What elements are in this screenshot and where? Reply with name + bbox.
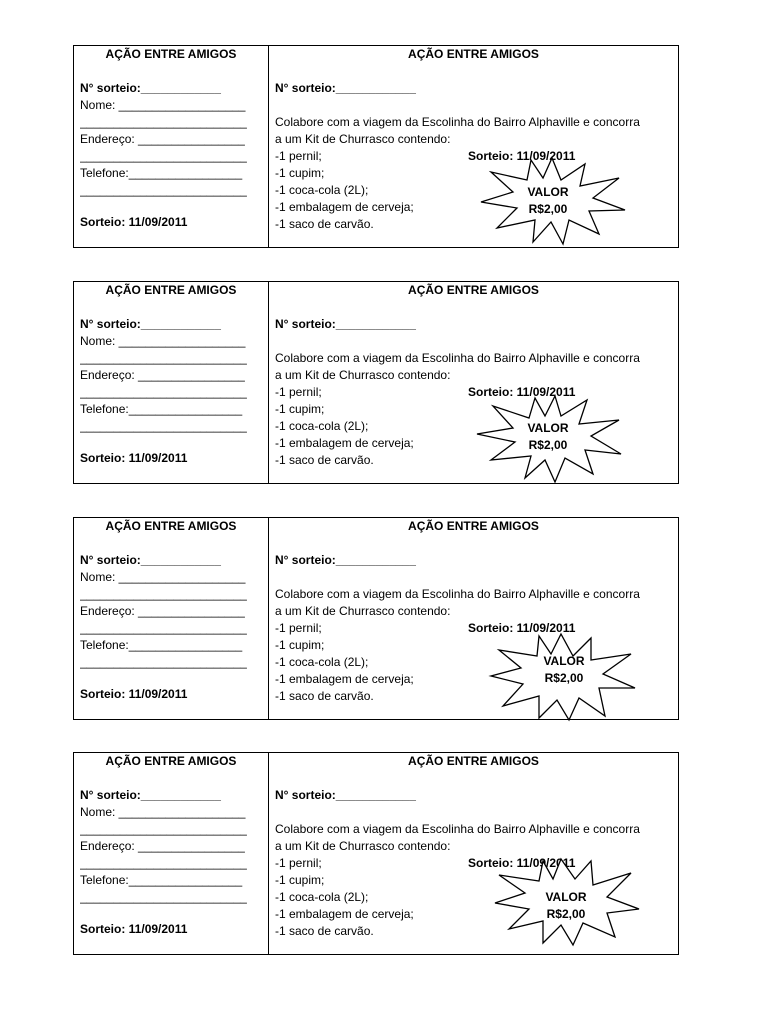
- name-field-continuation: _________________________: [80, 587, 247, 601]
- value-label: VALOR: [543, 654, 585, 668]
- phone-field: Telefone:_________________: [80, 873, 243, 887]
- address-field: Endereço: ________________: [80, 132, 245, 146]
- name-field-continuation: _________________________: [80, 351, 247, 365]
- stub-number-field: N° sorteio:____________: [80, 81, 221, 95]
- address-field-continuation: _________________________: [80, 149, 247, 163]
- main-draw-date: Sorteio: 11/09/2011: [468, 149, 576, 163]
- description-line: a um Kit de Churrasco contendo:: [275, 132, 451, 146]
- description-line: a um Kit de Churrasco contendo:: [275, 604, 451, 618]
- ticket-stub: [74, 753, 269, 954]
- raffle-ticket: [73, 281, 679, 484]
- value-label: VALOR: [527, 185, 569, 199]
- prize-item: -1 saco de carvão.: [275, 217, 374, 231]
- prize-item: -1 embalagem de cerveja;: [275, 907, 414, 921]
- value-amount: R$2,00: [546, 907, 586, 921]
- stub-number-field: N° sorteio:____________: [80, 788, 221, 802]
- prize-item: -1 cupim;: [275, 638, 325, 652]
- phone-field: Telefone:_________________: [80, 638, 243, 652]
- value-amount: R$2,00: [544, 671, 584, 685]
- ticket-main: [269, 282, 678, 483]
- main-number-field: N° sorteio:____________: [275, 788, 416, 802]
- prize-item: -1 cupim;: [275, 402, 325, 416]
- prize-item: -1 pernil;: [275, 621, 322, 635]
- ticket-stub: [74, 282, 269, 483]
- name-field-continuation: _________________________: [80, 115, 247, 129]
- address-field-continuation: _________________________: [80, 385, 247, 399]
- name-field: Nome: ___________________: [80, 98, 246, 112]
- address-field-continuation: _________________________: [80, 621, 247, 635]
- prize-item: -1 pernil;: [275, 856, 322, 870]
- phone-field-continuation: _________________________: [80, 183, 247, 197]
- address-field: Endereço: ________________: [80, 368, 245, 382]
- phone-field-continuation: _________________________: [80, 419, 247, 433]
- value-label: VALOR: [527, 421, 569, 435]
- prize-item: -1 saco de carvão.: [275, 689, 374, 703]
- prize-item: -1 coca-cola (2L);: [275, 890, 369, 904]
- price-starburst: [477, 156, 627, 246]
- main-title: AÇÃO ENTRE AMIGOS: [408, 519, 539, 533]
- phone-field-continuation: _________________________: [80, 890, 247, 904]
- main-draw-date: Sorteio: 11/09/2011: [468, 856, 576, 870]
- price-starburst: [487, 632, 637, 722]
- ticket-main: [269, 753, 678, 954]
- address-field: Endereço: ________________: [80, 839, 245, 853]
- ticket-main: [269, 518, 678, 719]
- main-title: AÇÃO ENTRE AMIGOS: [408, 47, 539, 61]
- stub-number-field: N° sorteio:____________: [80, 553, 221, 567]
- main-title: AÇÃO ENTRE AMIGOS: [408, 754, 539, 768]
- stub-draw-date: Sorteio: 11/09/2011: [80, 922, 188, 936]
- phone-field-continuation: _________________________: [80, 655, 247, 669]
- prize-item: -1 coca-cola (2L);: [275, 183, 369, 197]
- main-number-field: N° sorteio:____________: [275, 317, 416, 331]
- prize-item: -1 coca-cola (2L);: [275, 655, 369, 669]
- prize-item: -1 saco de carvão.: [275, 453, 374, 467]
- description-line: Colabore com a viagem da Escolinha do Bairro Alphaville e concorra: [275, 115, 640, 129]
- name-field: Nome: ___________________: [80, 570, 246, 584]
- prize-item: -1 cupim;: [275, 166, 325, 180]
- main-draw-date: Sorteio: 11/09/2011: [468, 621, 576, 635]
- price-starburst: [491, 857, 641, 947]
- ticket-main: [269, 46, 678, 247]
- description-line: a um Kit de Churrasco contendo:: [275, 839, 451, 853]
- ticket-stub: [74, 46, 269, 247]
- value-amount: R$2,00: [528, 438, 568, 452]
- description-line: a um Kit de Churrasco contendo:: [275, 368, 451, 382]
- name-field-continuation: _________________________: [80, 822, 247, 836]
- stub-draw-date: Sorteio: 11/09/2011: [80, 215, 188, 229]
- price-starburst: [475, 394, 625, 484]
- value-amount: R$2,00: [528, 202, 568, 216]
- main-draw-date: Sorteio: 11/09/2011: [468, 385, 576, 399]
- stub-number-field: N° sorteio:____________: [80, 317, 221, 331]
- stub-title: AÇÃO ENTRE AMIGOS: [105, 283, 237, 297]
- address-field-continuation: _________________________: [80, 856, 247, 870]
- prize-item: -1 embalagem de cerveja;: [275, 200, 414, 214]
- ticket-stub: [74, 518, 269, 719]
- phone-field: Telefone:_________________: [80, 166, 243, 180]
- description-line: Colabore com a viagem da Escolinha do Bairro Alphaville e concorra: [275, 587, 640, 601]
- phone-field: Telefone:_________________: [80, 402, 243, 416]
- stub-title: AÇÃO ENTRE AMIGOS: [105, 519, 237, 533]
- stub-draw-date: Sorteio: 11/09/2011: [80, 687, 188, 701]
- prize-item: -1 coca-cola (2L);: [275, 419, 369, 433]
- prize-item: -1 saco de carvão.: [275, 924, 374, 938]
- description-line: Colabore com a viagem da Escolinha do Bairro Alphaville e concorra: [275, 822, 640, 836]
- stub-title: AÇÃO ENTRE AMIGOS: [105, 754, 237, 768]
- prize-item: -1 embalagem de cerveja;: [275, 672, 414, 686]
- stub-title: AÇÃO ENTRE AMIGOS: [105, 47, 237, 61]
- main-number-field: N° sorteio:____________: [275, 81, 416, 95]
- description-line: Colabore com a viagem da Escolinha do Bairro Alphaville e concorra: [275, 351, 640, 365]
- prize-item: -1 embalagem de cerveja;: [275, 436, 414, 450]
- prize-item: -1 cupim;: [275, 873, 325, 887]
- raffle-ticket: [73, 752, 679, 955]
- prize-item: -1 pernil;: [275, 385, 322, 399]
- name-field: Nome: ___________________: [80, 805, 246, 819]
- stub-draw-date: Sorteio: 11/09/2011: [80, 451, 188, 465]
- value-label: VALOR: [545, 890, 587, 904]
- main-number-field: N° sorteio:____________: [275, 553, 416, 567]
- prize-item: -1 pernil;: [275, 149, 322, 163]
- raffle-ticket: [73, 45, 679, 248]
- main-title: AÇÃO ENTRE AMIGOS: [408, 283, 539, 297]
- raffle-ticket: [73, 517, 679, 720]
- name-field: Nome: ___________________: [80, 334, 246, 348]
- address-field: Endereço: ________________: [80, 604, 245, 618]
